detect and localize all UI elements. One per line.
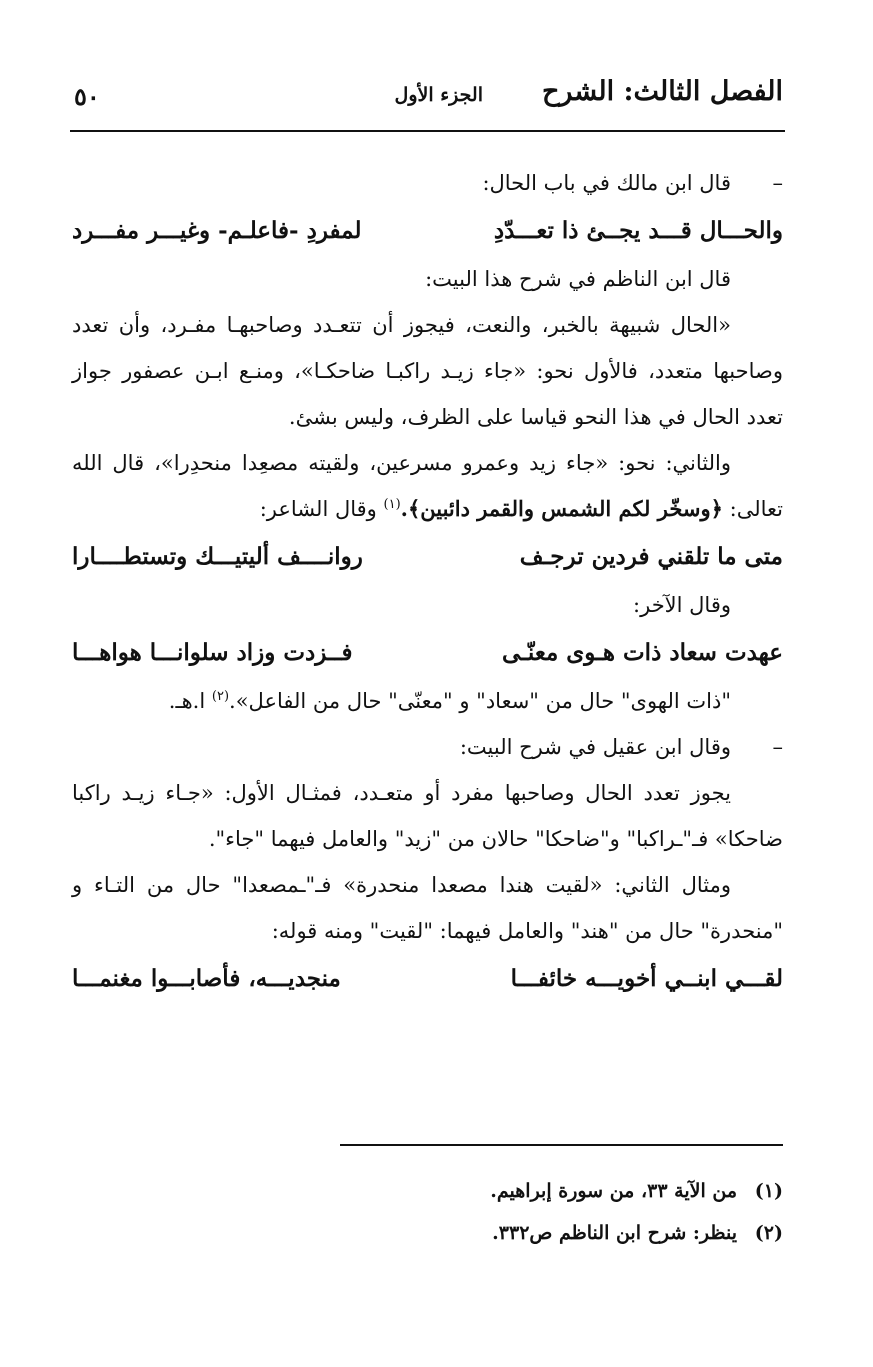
- header-divider: [70, 130, 785, 132]
- dash-marker: –: [772, 735, 783, 759]
- paragraph-another-poet: وقال الآخر:: [633, 593, 731, 617]
- paragraph-ibn-nazim-quote: «الحال شبيهة بالخبر، والنعت، فيجوز أن تتعـدد وصاحبهـا مفـرد، وأن تعدد وصاحبها متعدد، فالأول نحو: «جاء زيـد راكبـا ضاحكـا»، ومنـع ابـن عصفور جواز تعدد الحال في هذا النحو قياسا على الظرف، وليس بشئ.: [72, 313, 783, 429]
- verse-2-second-hemistich: روانــــف أليتيـــك وتستطــــارا: [72, 543, 363, 570]
- verse-1-first-hemistich: والحـــال قـــد يجــئ ذا تعـــدّدِ: [493, 217, 783, 244]
- verse-4: [72, 954, 783, 1004]
- paragraph-verse-analysis: "ذات الهوى" حال من "سعاد" و "معنّى" حال من الفاعل».$^{(٢)}$ ا.هـ.: [168, 689, 731, 713]
- verse-1: [72, 206, 783, 256]
- verse-3-second-hemistich: فــزدت وزاد سلوانـــا هواهـــا: [72, 639, 353, 666]
- paragraph-ibn-aqil: –وقال ابن عقيل في شرح البيت:: [72, 724, 783, 770]
- page-number: ٥٠: [74, 82, 100, 111]
- verse-3-first-hemistich: عهدت سعاد ذات هـوى معنّـى: [502, 639, 783, 666]
- paragraph-ibn-malik: –قال ابن مالك في باب الحال:: [72, 160, 783, 206]
- part-label: الجزء الأول: [394, 84, 483, 106]
- footnote-text: من الآية ٣٣، من سورة إبراهيم.: [490, 1180, 737, 1202]
- footnote-divider: [340, 1144, 783, 1146]
- footnote-2: [72, 1212, 783, 1254]
- verse-4-second-hemistich: منجديـــه، فأصابـــوا مغنمـــا: [72, 965, 341, 992]
- footnotes: [72, 1170, 783, 1254]
- chapter-title: الفصل الثالث: الشرح: [542, 76, 783, 107]
- verse-2: [72, 532, 783, 582]
- verse-2-first-hemistich: متى ما تلقني فردين ترجـف: [519, 543, 783, 570]
- verse-1-second-hemistich: لمفردِ -فاعلـم- وغيـــر مفـــرد: [72, 217, 362, 244]
- paragraph-ibn-nazim-intro: قال ابن الناظم في شرح هذا البيت:: [425, 267, 731, 291]
- verse-3: [72, 628, 783, 678]
- footnote-ref-2: (٢): [211, 689, 230, 704]
- footnote-number: (٢): [754, 1222, 783, 1244]
- paragraph-first-example: يجوز تعدد الحال وصاحبها مفرد أو متعـدد، فمثـال الأول: «جـاء زيـد راكبا ضاحكا» فـ"ـراكبا" و"ضاحكا" حالان من "زيد" والعامل فيهما "جاء".: [72, 781, 783, 851]
- paragraph-second-example: ومثال الثاني: «لقيت هندا مصعدا منحدرة» فـ"ـمصعدا" حال من التـاء و "منحدرة" حال من "هند" والعامل فيهما: "لقيت" ومنه قوله:: [72, 873, 783, 943]
- page-body: [72, 160, 783, 1004]
- footnote-1: [72, 1170, 783, 1212]
- footnote-number: (١): [754, 1180, 783, 1202]
- paragraph-second-type: والثاني: نحو: «جاء زيد وعمرو مسرعين، ولقيته مصعِدا منحدِرا»، قال الله تعالى: ﴿وسخّر لكم الشمس والقمر دائبين﴾.$^{(١)}$ وقال الشاعر:: [72, 451, 783, 521]
- quran-quote: ﴿وسخّر لكم الشمس والقمر دائبين﴾.: [400, 496, 723, 521]
- footnote-ref-1: (١): [383, 497, 401, 512]
- running-header: [72, 74, 783, 124]
- verse-4-first-hemistich: لقـــي ابنــي أخويـــه خائفـــا: [510, 965, 783, 992]
- dash-marker: –: [772, 171, 783, 195]
- footnote-text: ينظر: شرح ابن الناظم ص٣٣٢.: [492, 1222, 737, 1244]
